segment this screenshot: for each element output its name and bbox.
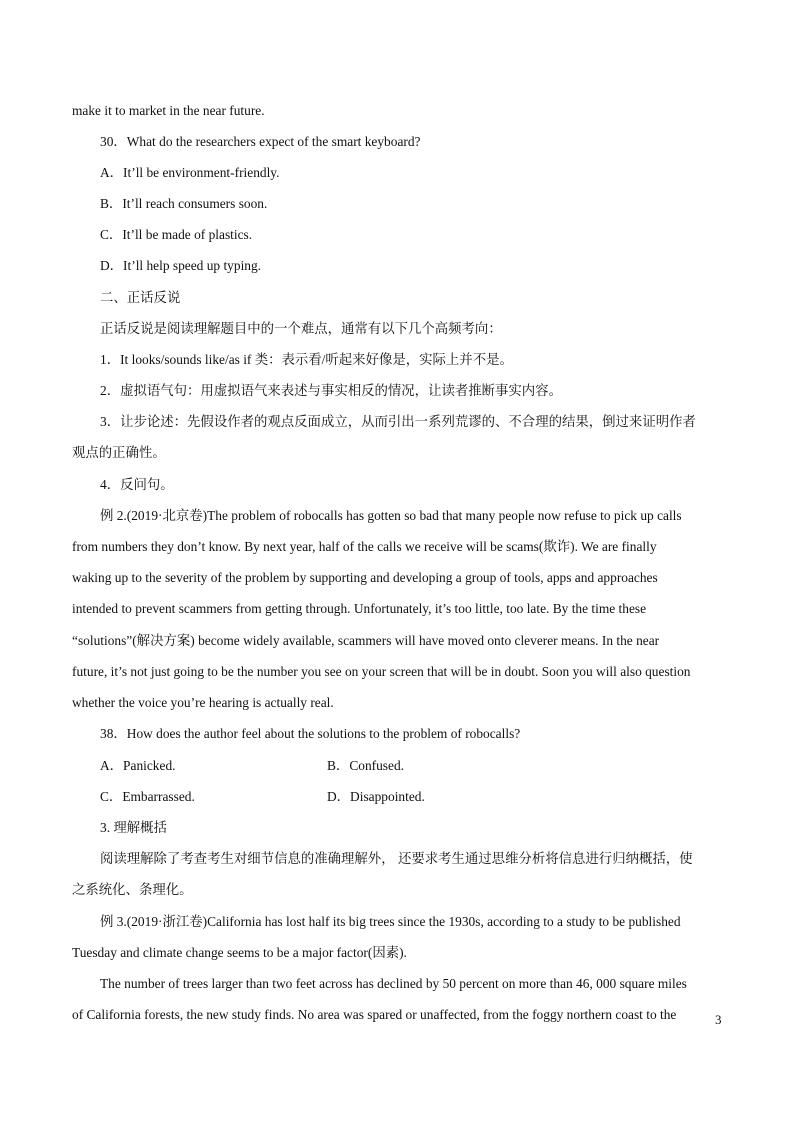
- question-38: 38．How does the author feel about the solutions to the problem of robocalls?: [100, 726, 521, 741]
- question-30: 30．What do the researchers expect of the smart keyboard?: [100, 134, 421, 149]
- section-heading: 3. 理解概括: [100, 820, 167, 835]
- text-line: 阅读理解除了考查考生对细节信息的准确理解外， 还要求考生通过思维分析将信息进行归纳概括，使: [100, 851, 693, 866]
- text-line: waking up to the severity of the problem by supporting and developing a group of tools, apps and approaches: [72, 570, 658, 585]
- text-line: intended to prevent scammers from getting through. Unfortunately, it’s too little, too late. By the time these: [72, 601, 647, 616]
- text-line: 正话反说是阅读理解题目中的一个难点，通常有以下几个高频考向：: [100, 321, 502, 336]
- page-number: 3: [715, 1012, 722, 1027]
- text-line: 观点的正确性。: [72, 445, 166, 460]
- option-c: C．Embarrassed.: [100, 789, 195, 804]
- list-item: 3．让步论述：先假设作者的观点反面成立，从而引出一系列荒谬的、不合理的结果，倒过来证明作者: [100, 414, 696, 429]
- text-line: Tuesday and climate change seems to be a major factor(因素).: [72, 945, 407, 960]
- option-c: C．It’ll be made of plastics.: [100, 227, 253, 242]
- text-line: make it to market in the near future.: [72, 103, 265, 118]
- list-item: 4．反问句。: [100, 477, 174, 492]
- list-item: 2．虚拟语气句：用虚拟语气来表述与事实相反的情况，让读者推断事实内容。: [100, 383, 562, 398]
- text-line: The number of trees larger than two feet across has declined by 50 percent on more than 46, 000 square miles: [100, 976, 687, 991]
- section-heading: 二、正话反说: [100, 290, 181, 305]
- option-a: A．Panicked.: [100, 758, 176, 773]
- text-line: whether the voice you’re hearing is actually real.: [72, 695, 334, 710]
- text-line: of California forests, the new study finds. No area was spared or unaffected, from the foggy northern coast to the: [72, 1007, 677, 1022]
- text-line: future, it’s not just going to be the number you see on your screen that will be in doubt. Soon you will also question: [72, 664, 691, 679]
- option-d: D．Disappointed.: [327, 789, 425, 804]
- option-a: A．It’ll be environment-friendly.: [100, 165, 280, 180]
- text-line: “solutions”(解决方案) become widely available, scammers will have moved onto cleverer means. In the near: [72, 633, 660, 648]
- example-line: 例 2.(2019·北京卷)The problem of robocalls has gotten so bad that many people now refuse to pick up calls: [100, 508, 682, 523]
- list-item: 1．It looks/sounds like/as if 类：表示看/听起来好像是，实际上并不是。: [100, 352, 513, 367]
- option-b: B．It’ll reach consumers soon.: [100, 196, 268, 211]
- option-d: D．It’ll help speed up typing.: [100, 258, 262, 273]
- option-b: B．Confused.: [327, 758, 404, 773]
- example-line: 例 3.(2019·浙江卷)California has lost half its big trees since the 1930s, according to a study to be published: [100, 914, 681, 929]
- text-line: 之系统化、条理化。: [72, 882, 193, 897]
- text-line: from numbers they don’t know. By next year, half of the calls we receive will be scams(欺诈). We are finally: [72, 539, 657, 554]
